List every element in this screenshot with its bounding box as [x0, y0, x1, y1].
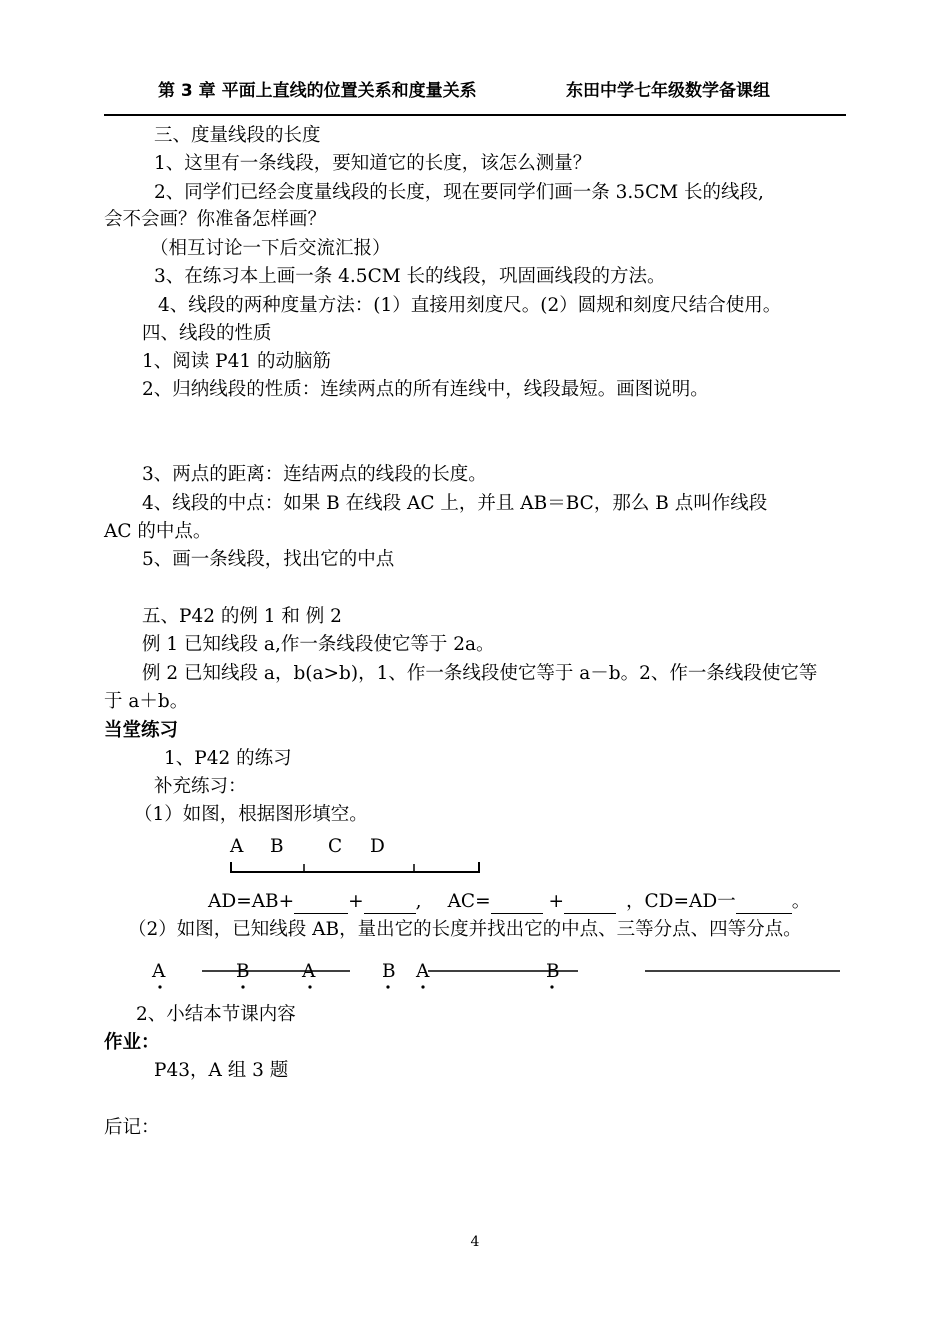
point-dot: [421, 985, 424, 988]
paragraph-line: （相互讨论一下后交流汇报）: [150, 238, 391, 259]
paragraph-line: 3、在练习本上画一条 4.5CM 长的线段，巩固画线段的方法。: [154, 266, 666, 287]
equation-text: 。: [791, 891, 811, 912]
header-group-name: 东田中学七年级数学备课组: [566, 81, 770, 101]
equation-text: AD=AB+: [208, 891, 295, 912]
section-heading-notes: 后记：: [104, 1117, 160, 1138]
paragraph-line: 2、归纳线段的性质：连续两点的所有连线中，线段最短。画图说明。: [142, 379, 709, 400]
point-label: C: [328, 836, 343, 857]
point-dot: [241, 985, 244, 988]
paragraph-line: 例 1 已知线段 a,作一条线段使它等于 2a。: [142, 634, 495, 655]
paragraph-line: AC 的中点。: [104, 521, 212, 542]
paragraph-line: 5、画一条线段，找出它的中点: [142, 549, 395, 570]
answer-blank[interactable]: [364, 895, 416, 914]
point-dot: [308, 985, 311, 988]
fill-in-equations: [208, 890, 810, 914]
paragraph-line: （1）如图，根据图形填空。: [134, 804, 368, 825]
point-label: D: [370, 836, 385, 857]
point-dot: [158, 985, 161, 988]
paragraph-line: 4、线段的两种度量方法：(1）直接用刻度尺。(2）圆规和刻度尺结合使用。: [158, 295, 782, 316]
answer-blank[interactable]: [491, 895, 543, 914]
paragraph-line: 2、小结本节课内容: [136, 1004, 296, 1025]
paragraph-line: 补充练习：: [154, 776, 247, 797]
point-label: B: [270, 836, 284, 857]
equation-text: CD=AD一: [644, 891, 736, 912]
point-label: B: [236, 961, 250, 982]
paragraph-line: 2、同学们已经会度量线段的长度，现在要同学们画一条 3.5CM 长的线段,: [154, 182, 764, 203]
answer-blank[interactable]: [736, 895, 792, 914]
paragraph-line: 1、这里有一条线段，要知道它的长度，该怎么测量？: [154, 153, 592, 174]
equation-text: AC=: [447, 891, 491, 912]
point-label: A: [416, 961, 430, 982]
point-label: A: [230, 836, 244, 857]
point-dot: [386, 985, 389, 988]
paragraph-line: 3、两点的距离：连结两点的线段的长度。: [142, 464, 487, 485]
section-heading-properties: 四、线段的性质: [142, 323, 272, 344]
section-heading-practice: 当堂练习: [104, 720, 179, 741]
equation-text: +: [548, 891, 564, 912]
point-label: A: [302, 961, 316, 982]
equation-text: ,: [415, 891, 422, 912]
point-label: B: [382, 961, 396, 982]
header-rule: [104, 114, 846, 116]
section-heading-examples: 五、P42 的例 1 和 例 2: [142, 606, 342, 627]
paragraph-line: 会不会画？你准备怎样画？: [104, 209, 327, 230]
header-chapter-title: 第 3 章 平面上直线的位置关系和度量关系: [158, 81, 477, 101]
paragraph-line: P43，A 组 3 题: [154, 1060, 289, 1081]
paragraph-line: 例 2 已知线段 a，b(a>b)，1、作一条线段使它等于 a－b。2、作一条线段使它等: [142, 663, 818, 684]
equation-text: +: [348, 891, 364, 912]
section-heading-measure: 三、度量线段的长度: [154, 125, 321, 146]
section-heading-homework: 作业：: [104, 1032, 160, 1053]
paragraph-line: 4、线段的中点：如果 B 在线段 AC 上，并且 AB＝BC，那么 B 点叫作线段: [142, 493, 768, 514]
paragraph-line: 1、阅读 P41 的动脑筋: [142, 351, 332, 372]
page-number: 4: [470, 1234, 480, 1250]
answer-blank[interactable]: [294, 895, 348, 914]
paragraph-line: 于 a＋b。: [104, 691, 189, 712]
point-dot: [550, 985, 553, 988]
equation-text: ，: [626, 891, 645, 912]
point-label: B: [546, 961, 560, 982]
paragraph-line: （2）如图，已知线段 AB，量出它的长度并找出它的中点、三等分点、四等分点。: [128, 919, 802, 940]
answer-blank[interactable]: [564, 895, 616, 914]
point-label: A: [152, 961, 166, 982]
figure-segments-ab: [140, 954, 860, 994]
figure-segment-abcd: [200, 828, 500, 878]
paragraph-line: 1、P42 的练习: [164, 748, 292, 769]
